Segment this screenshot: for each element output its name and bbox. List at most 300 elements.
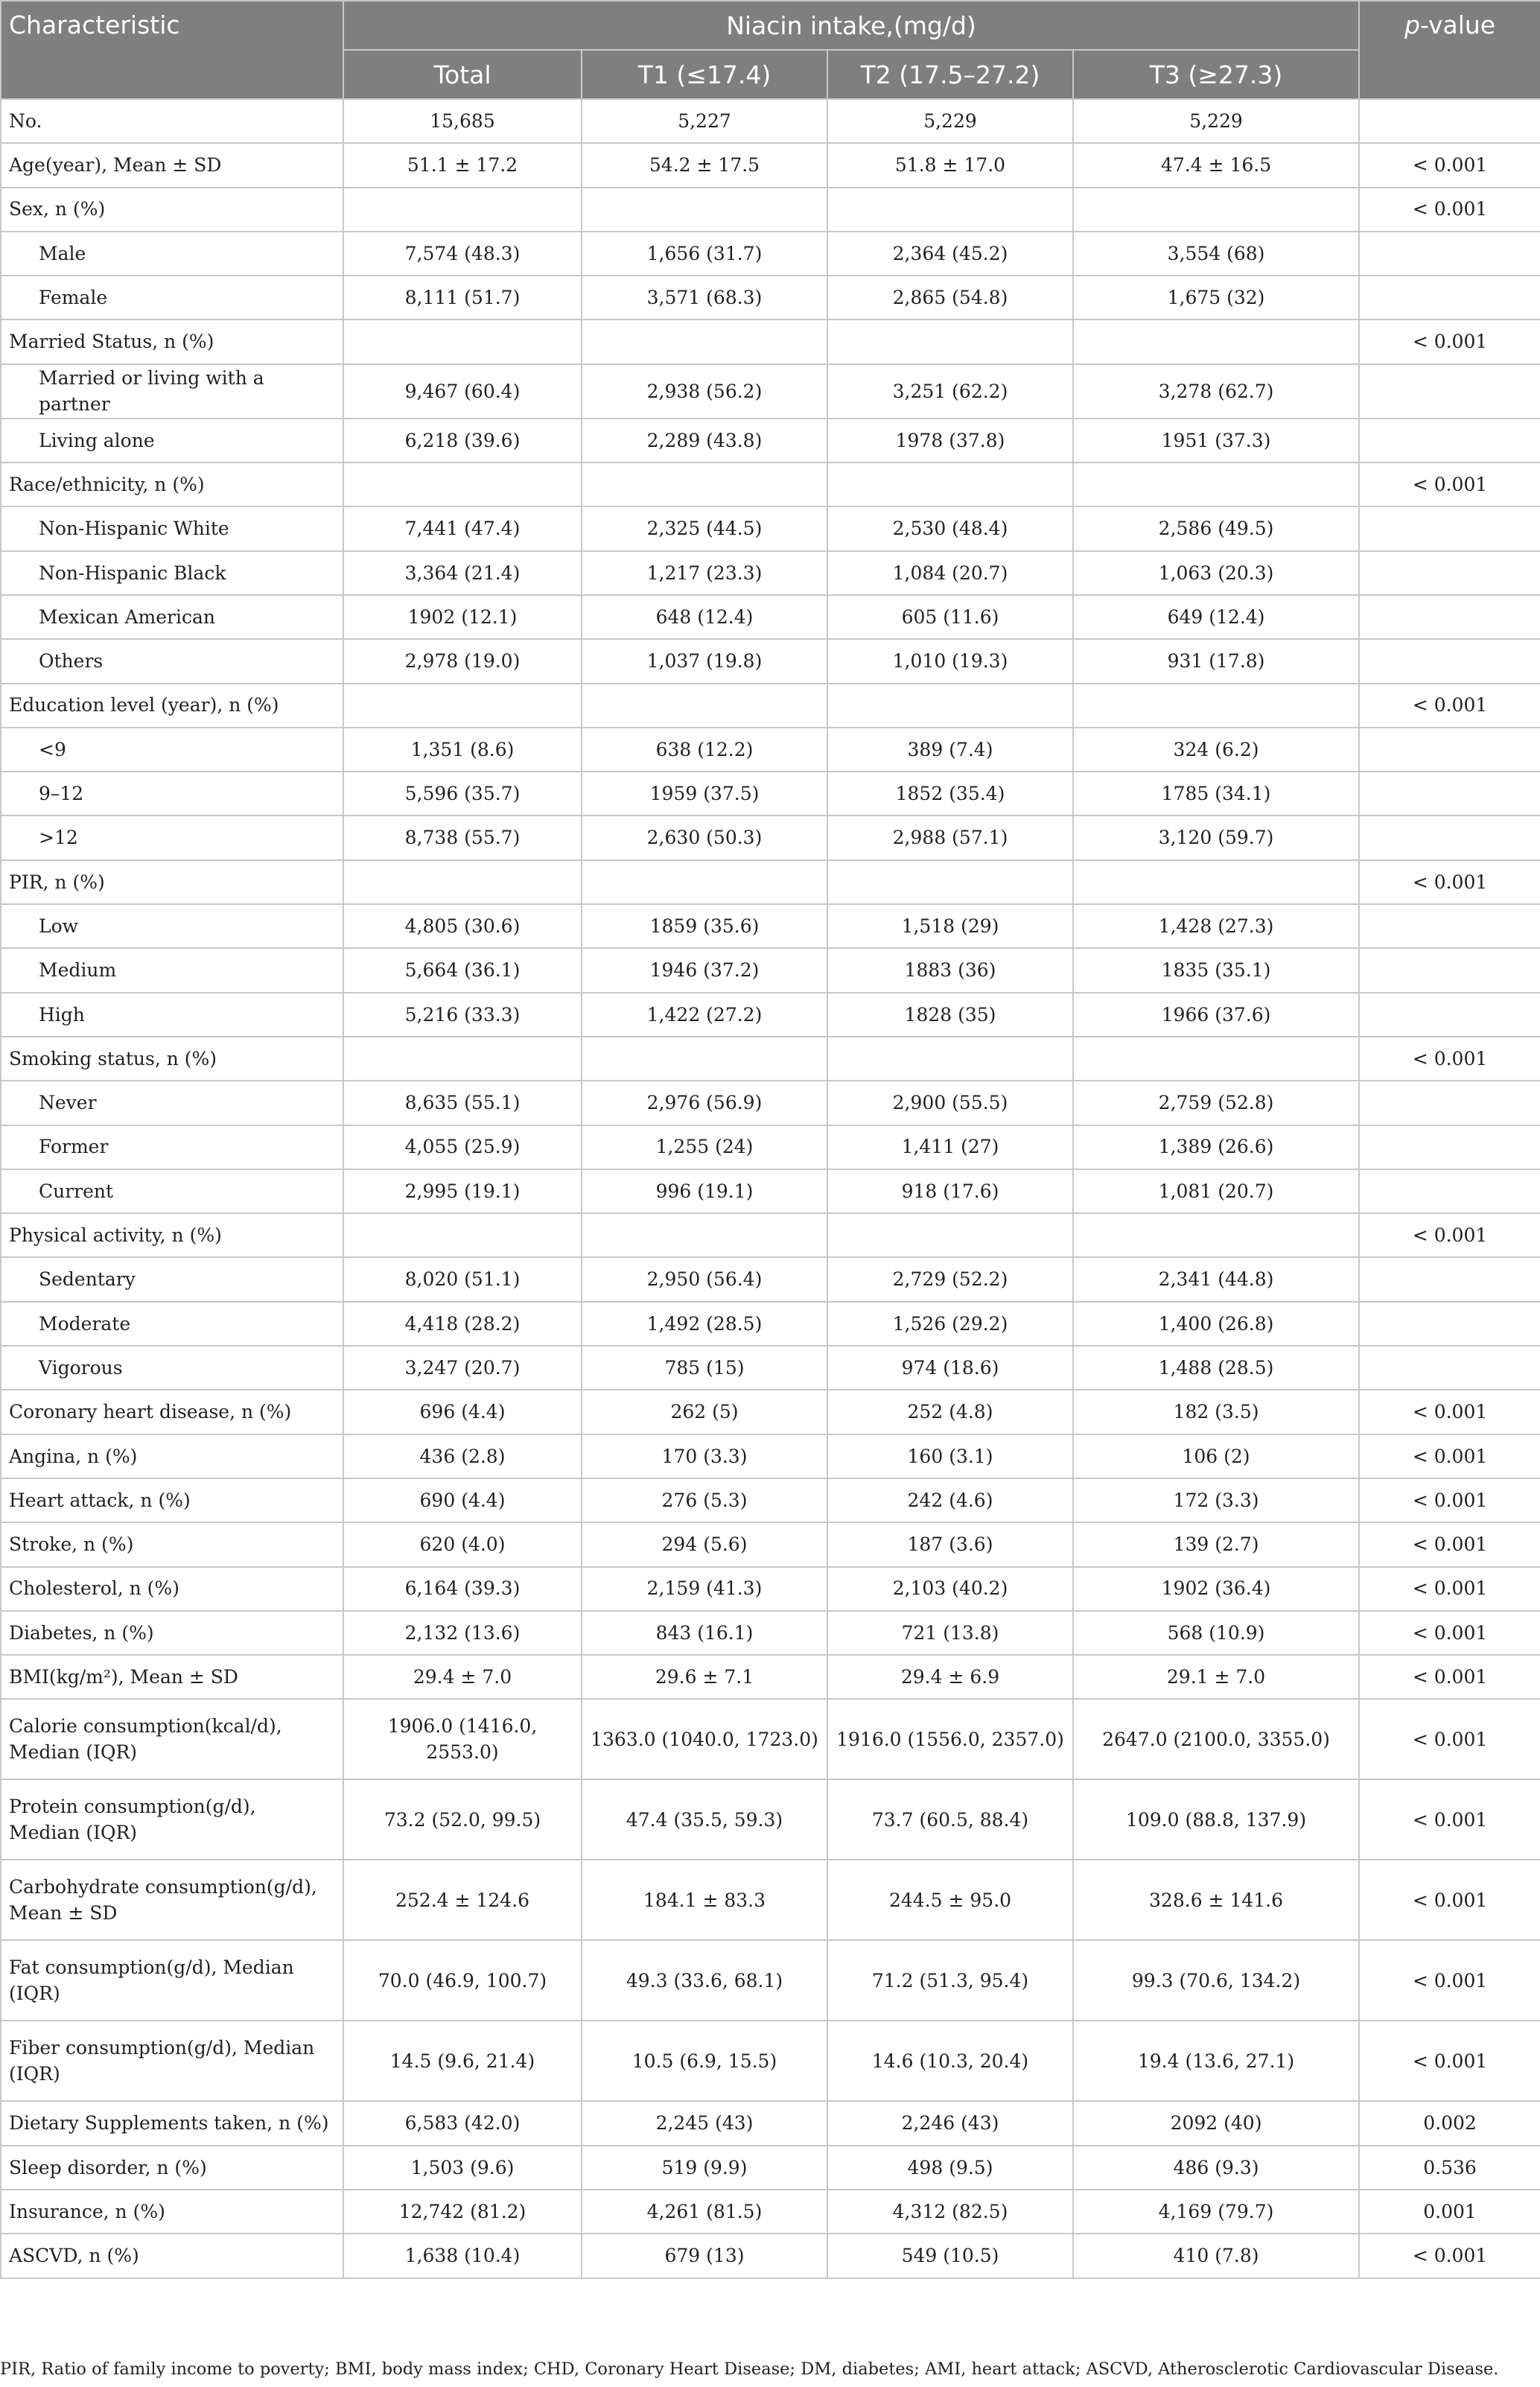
row-label: <9 <box>1 728 343 772</box>
cell-t3: 2,759 (52.8) <box>1073 1081 1359 1125</box>
cell-p-value <box>1359 364 1540 419</box>
cell-t1: 47.4 (35.5, 59.3) <box>582 1779 827 1860</box>
cell-total: 7,441 (47.4) <box>343 506 582 550</box>
header-t1: T1 (≤17.4) <box>582 50 827 99</box>
cell-t3: 568 (10.9) <box>1073 1611 1359 1655</box>
table-row <box>1 320 1540 363</box>
cell-t2: 1,084 (20.7) <box>827 551 1073 595</box>
cell-total: 2,132 (13.6) <box>343 1611 582 1655</box>
cell-total: 29.4 ± 7.0 <box>343 1655 582 1699</box>
cell-t1: 5,227 <box>582 99 827 143</box>
cell-t2: 1978 (37.8) <box>827 419 1073 463</box>
cell-t2: 160 (3.1) <box>827 1434 1073 1478</box>
table-row <box>1 1081 1540 1125</box>
cell-t3 <box>1073 1037 1359 1081</box>
cell-total: 5,664 (36.1) <box>343 948 582 992</box>
cell-t1: 10.5 (6.9, 15.5) <box>582 2021 827 2101</box>
cell-t1: 785 (15) <box>582 1346 827 1390</box>
cell-t3: 1,081 (20.7) <box>1073 1169 1359 1213</box>
cell-t3: 649 (12.4) <box>1073 595 1359 639</box>
row-label: PIR, n (%) <box>1 860 343 904</box>
cell-total <box>343 684 582 728</box>
cell-p-value <box>1359 595 1540 639</box>
cell-total <box>343 188 582 232</box>
cell-t1: 29.6 ± 7.1 <box>582 1655 827 1699</box>
cell-t2: 252 (4.8) <box>827 1390 1073 1434</box>
table-row <box>1 1125 1540 1169</box>
row-label: Education level (year), n (%) <box>1 684 343 728</box>
cell-t2: 71.2 (51.3, 95.4) <box>827 1940 1073 2021</box>
cell-total: 4,418 (28.2) <box>343 1302 582 1346</box>
row-label: Never <box>1 1081 343 1125</box>
table-row <box>1 1257 1540 1301</box>
table-row <box>1 1940 1540 2021</box>
cell-t3: 172 (3.3) <box>1073 1478 1359 1522</box>
cell-t1: 519 (9.9) <box>582 2146 827 2190</box>
cell-t2: 244.5 ± 95.0 <box>827 1860 1073 1940</box>
cell-p-value: < 0.001 <box>1359 2021 1540 2101</box>
cell-total: 1,503 (9.6) <box>343 2146 582 2190</box>
cell-p-value <box>1359 993 1540 1037</box>
cell-t3: 2,341 (44.8) <box>1073 1257 1359 1301</box>
cell-t1: 1,255 (24) <box>582 1125 827 1169</box>
cell-t3 <box>1073 320 1359 363</box>
table-footnote: PIR, Ratio of family income to poverty; BMI, body mass index; CHD, Coronary Heart Disease; DM, diabetes; AMI, heart attack; ASCVD, Atherosclerotic Cardiovascular Disease. <box>0 2359 1499 2379</box>
cell-t2 <box>827 684 1073 728</box>
cell-p-value: < 0.001 <box>1359 320 1540 363</box>
cell-t2: 1883 (36) <box>827 948 1073 992</box>
cell-total: 8,020 (51.1) <box>343 1257 582 1301</box>
cell-t1: 843 (16.1) <box>582 1611 827 1655</box>
cell-p-value <box>1359 816 1540 859</box>
cell-total: 1,638 (10.4) <box>343 2234 582 2278</box>
header-t2: T2 (17.5–27.2) <box>827 50 1073 99</box>
table-row <box>1 143 1540 187</box>
cell-t1: 1946 (37.2) <box>582 948 827 992</box>
table-row <box>1 1478 1540 1522</box>
row-label: Sleep disorder, n (%) <box>1 2146 343 2190</box>
cell-t2: 14.6 (10.3, 20.4) <box>827 2021 1073 2101</box>
cell-p-value <box>1359 1125 1540 1169</box>
cell-p-value: 0.536 <box>1359 2146 1540 2190</box>
table-row <box>1 860 1540 904</box>
cell-p-value <box>1359 506 1540 550</box>
cell-t1: 3,571 (68.3) <box>582 276 827 320</box>
cell-t1 <box>582 463 827 506</box>
cell-total <box>343 1213 582 1257</box>
row-label: Medium <box>1 948 343 992</box>
cell-p-value: < 0.001 <box>1359 1390 1540 1434</box>
row-label: Diabetes, n (%) <box>1 1611 343 1655</box>
cell-t3: 1785 (34.1) <box>1073 772 1359 816</box>
row-label: >12 <box>1 816 343 859</box>
cell-t1: 1959 (37.5) <box>582 772 827 816</box>
cell-t3: 328.6 ± 141.6 <box>1073 1860 1359 1940</box>
row-label: Current <box>1 1169 343 1213</box>
cell-t2: 1828 (35) <box>827 993 1073 1037</box>
row-label: Age(year), Mean ± SD <box>1 143 343 187</box>
cell-total: 252.4 ± 124.6 <box>343 1860 582 1940</box>
cell-t1: 996 (19.1) <box>582 1169 827 1213</box>
table-row <box>1 1390 1540 1434</box>
cell-t1: 184.1 ± 83.3 <box>582 1860 827 1940</box>
cell-p-value: < 0.001 <box>1359 1213 1540 1257</box>
cell-p-value: < 0.001 <box>1359 143 1540 187</box>
cell-t1: 1859 (35.6) <box>582 904 827 948</box>
cell-t1: 2,950 (56.4) <box>582 1257 827 1301</box>
cell-t1: 54.2 ± 17.5 <box>582 143 827 187</box>
cell-t1: 648 (12.4) <box>582 595 827 639</box>
cell-t3: 3,554 (68) <box>1073 232 1359 276</box>
table-row <box>1 1860 1540 1940</box>
cell-total: 2,978 (19.0) <box>343 639 582 683</box>
cell-t2 <box>827 1037 1073 1081</box>
cell-t3: 139 (2.7) <box>1073 1522 1359 1566</box>
cell-p-value: < 0.001 <box>1359 1037 1540 1081</box>
cell-t2: 51.8 ± 17.0 <box>827 143 1073 187</box>
row-label: Mexican American <box>1 595 343 639</box>
table-row <box>1 1302 1540 1346</box>
cell-total <box>343 860 582 904</box>
cell-t3: 1,675 (32) <box>1073 276 1359 320</box>
table-row <box>1 99 1540 143</box>
table-row <box>1 2101 1540 2145</box>
cell-total: 436 (2.8) <box>343 1434 582 1478</box>
cell-t3: 19.4 (13.6, 27.1) <box>1073 2021 1359 2101</box>
row-label: Insurance, n (%) <box>1 2190 343 2234</box>
cell-t1: 4,261 (81.5) <box>582 2190 827 2234</box>
cell-t3: 2647.0 (2100.0, 3355.0) <box>1073 1699 1359 1779</box>
cell-p-value: < 0.001 <box>1359 1699 1540 1779</box>
row-label: Others <box>1 639 343 683</box>
cell-t1: 2,289 (43.8) <box>582 419 827 463</box>
cell-t1 <box>582 860 827 904</box>
cell-total: 6,218 (39.6) <box>343 419 582 463</box>
table-row <box>1 1346 1540 1390</box>
cell-t1: 2,159 (41.3) <box>582 1567 827 1611</box>
table-row <box>1 1699 1540 1779</box>
table-row <box>1 463 1540 506</box>
cell-t2: 1916.0 (1556.0, 2357.0) <box>827 1699 1073 1779</box>
cell-total: 2,995 (19.1) <box>343 1169 582 1213</box>
table-row <box>1 904 1540 948</box>
cell-t3: 182 (3.5) <box>1073 1390 1359 1434</box>
cell-p-value: < 0.001 <box>1359 1655 1540 1699</box>
header-p-italic: p <box>1404 10 1420 39</box>
cell-t2: 1,518 (29) <box>827 904 1073 948</box>
row-label: Cholesterol, n (%) <box>1 1567 343 1611</box>
row-label: Sedentary <box>1 1257 343 1301</box>
cell-total: 7,574 (48.3) <box>343 232 582 276</box>
row-label: Calorie consumption(kcal/d), Median (IQR) <box>1 1699 343 1779</box>
table-row <box>1 506 1540 550</box>
cell-t3 <box>1073 188 1359 232</box>
cell-p-value <box>1359 1302 1540 1346</box>
row-label: High <box>1 993 343 1037</box>
table-header <box>1 1 1540 99</box>
cell-total: 12,742 (81.2) <box>343 2190 582 2234</box>
cell-total: 3,247 (20.7) <box>343 1346 582 1390</box>
cell-t3: 4,169 (79.7) <box>1073 2190 1359 2234</box>
row-label: 9–12 <box>1 772 343 816</box>
cell-total: 696 (4.4) <box>343 1390 582 1434</box>
row-label: Male <box>1 232 343 276</box>
table-row <box>1 2190 1540 2234</box>
row-label: Carbohydrate consumption(g/d), Mean ± SD <box>1 1860 343 1940</box>
table-row <box>1 595 1540 639</box>
table-row <box>1 1522 1540 1566</box>
cell-t3: 1,488 (28.5) <box>1073 1346 1359 1390</box>
row-label: ASCVD, n (%) <box>1 2234 343 2278</box>
cell-total: 6,583 (42.0) <box>343 2101 582 2145</box>
header-row-1 <box>1 1 1540 50</box>
cell-p-value <box>1359 948 1540 992</box>
cell-t1: 170 (3.3) <box>582 1434 827 1478</box>
cell-p-value <box>1359 1257 1540 1301</box>
row-label: No. <box>1 99 343 143</box>
cell-t2: 242 (4.6) <box>827 1478 1073 1522</box>
cell-t1 <box>582 320 827 363</box>
cell-t2: 3,251 (62.2) <box>827 364 1073 419</box>
cell-t2: 2,900 (55.5) <box>827 1081 1073 1125</box>
row-label: Stroke, n (%) <box>1 1522 343 1566</box>
row-label: Married Status, n (%) <box>1 320 343 363</box>
cell-t3: 109.0 (88.8, 137.9) <box>1073 1779 1359 1860</box>
table-row <box>1 2021 1540 2101</box>
cell-t1: 1,656 (31.7) <box>582 232 827 276</box>
cell-t2 <box>827 463 1073 506</box>
row-label: Protein consumption(g/d), Median (IQR) <box>1 1779 343 1860</box>
cell-t1 <box>582 188 827 232</box>
table-row <box>1 1655 1540 1699</box>
cell-t3: 47.4 ± 16.5 <box>1073 143 1359 187</box>
cell-p-value <box>1359 1081 1540 1125</box>
table-row <box>1 551 1540 595</box>
cell-t3: 2,586 (49.5) <box>1073 506 1359 550</box>
cell-p-value: < 0.001 <box>1359 1611 1540 1655</box>
cell-t2: 29.4 ± 6.9 <box>827 1655 1073 1699</box>
cell-t3 <box>1073 463 1359 506</box>
header-p-value <box>1359 1 1540 99</box>
cell-t3: 2092 (40) <box>1073 2101 1359 2145</box>
cell-t2: 918 (17.6) <box>827 1169 1073 1213</box>
table-row <box>1 1169 1540 1213</box>
table-row <box>1 276 1540 320</box>
table-row <box>1 1611 1540 1655</box>
cell-t2 <box>827 1213 1073 1257</box>
cell-t2: 974 (18.6) <box>827 1346 1073 1390</box>
cell-total: 70.0 (46.9, 100.7) <box>343 1940 582 2021</box>
cell-total: 15,685 <box>343 99 582 143</box>
row-label: Coronary heart disease, n (%) <box>1 1390 343 1434</box>
cell-total <box>343 320 582 363</box>
table-row <box>1 1434 1540 1478</box>
cell-p-value: < 0.001 <box>1359 684 1540 728</box>
cell-t2: 2,988 (57.1) <box>827 816 1073 859</box>
cell-p-value <box>1359 99 1540 143</box>
table-row <box>1 188 1540 232</box>
table-row <box>1 1567 1540 1611</box>
row-label: Moderate <box>1 1302 343 1346</box>
cell-p-value <box>1359 904 1540 948</box>
row-label: Female <box>1 276 343 320</box>
cell-t2: 498 (9.5) <box>827 2146 1073 2190</box>
cell-t3: 410 (7.8) <box>1073 2234 1359 2278</box>
row-label: Fiber consumption(g/d), Median (IQR) <box>1 2021 343 2101</box>
cell-p-value: < 0.001 <box>1359 2234 1540 2278</box>
row-label: Race/ethnicity, n (%) <box>1 463 343 506</box>
cell-t1: 1,422 (27.2) <box>582 993 827 1037</box>
cell-t3: 1951 (37.3) <box>1073 419 1359 463</box>
cell-t3: 1966 (37.6) <box>1073 993 1359 1037</box>
cell-p-value: 0.002 <box>1359 2101 1540 2145</box>
cell-total: 1,351 (8.6) <box>343 728 582 772</box>
cell-p-value: < 0.001 <box>1359 1567 1540 1611</box>
row-label: Low <box>1 904 343 948</box>
row-label: Non-Hispanic Black <box>1 551 343 595</box>
cell-p-value: < 0.001 <box>1359 463 1540 506</box>
row-label: Married or living with a partner <box>1 364 343 419</box>
cell-total: 3,364 (21.4) <box>343 551 582 595</box>
row-label: Fat consumption(g/d), Median (IQR) <box>1 1940 343 2021</box>
table-row <box>1 639 1540 683</box>
cell-t2 <box>827 188 1073 232</box>
row-label: Sex, n (%) <box>1 188 343 232</box>
cell-p-value <box>1359 419 1540 463</box>
cell-p-value: < 0.001 <box>1359 860 1540 904</box>
cell-p-value <box>1359 1169 1540 1213</box>
cell-p-value <box>1359 639 1540 683</box>
cell-total <box>343 1037 582 1081</box>
cell-total: 8,111 (51.7) <box>343 276 582 320</box>
header-niacin-intake: Niacin intake,(mg/d) <box>343 1 1359 50</box>
row-label: Heart attack, n (%) <box>1 1478 343 1522</box>
cell-t1: 2,630 (50.3) <box>582 816 827 859</box>
cell-t3: 931 (17.8) <box>1073 639 1359 683</box>
cell-t1: 294 (5.6) <box>582 1522 827 1566</box>
cell-t2: 73.7 (60.5, 88.4) <box>827 1779 1073 1860</box>
cell-total: 73.2 (52.0, 99.5) <box>343 1779 582 1860</box>
cell-t2: 2,246 (43) <box>827 2101 1073 2145</box>
cell-p-value <box>1359 232 1540 276</box>
table-row <box>1 2234 1540 2278</box>
cell-t2: 1,526 (29.2) <box>827 1302 1073 1346</box>
cell-t1: 2,938 (56.2) <box>582 364 827 419</box>
cell-t3: 486 (9.3) <box>1073 2146 1359 2190</box>
header-total: Total <box>343 50 582 99</box>
cell-t1: 1,492 (28.5) <box>582 1302 827 1346</box>
cell-t3 <box>1073 860 1359 904</box>
row-label: Smoking status, n (%) <box>1 1037 343 1081</box>
cell-t2: 2,530 (48.4) <box>827 506 1073 550</box>
table-row <box>1 948 1540 992</box>
row-label: BMI(kg/m²), Mean ± SD <box>1 1655 343 1699</box>
cell-t3: 1,063 (20.3) <box>1073 551 1359 595</box>
cell-t2: 2,364 (45.2) <box>827 232 1073 276</box>
cell-t1: 638 (12.2) <box>582 728 827 772</box>
cell-t2: 1,010 (19.3) <box>827 639 1073 683</box>
table-row <box>1 2146 1540 2190</box>
cell-t2: 605 (11.6) <box>827 595 1073 639</box>
table-row <box>1 993 1540 1037</box>
cell-total: 6,164 (39.3) <box>343 1567 582 1611</box>
cell-t2: 2,103 (40.2) <box>827 1567 1073 1611</box>
cell-p-value: 0.001 <box>1359 2190 1540 2234</box>
cell-total: 690 (4.4) <box>343 1478 582 1522</box>
cell-total: 51.1 ± 17.2 <box>343 143 582 187</box>
row-label: Living alone <box>1 419 343 463</box>
cell-t2 <box>827 320 1073 363</box>
cell-p-value <box>1359 772 1540 816</box>
cell-p-value: < 0.001 <box>1359 1478 1540 1522</box>
cell-t3: 1,400 (26.8) <box>1073 1302 1359 1346</box>
cell-t3 <box>1073 684 1359 728</box>
cell-t2: 4,312 (82.5) <box>827 2190 1073 2234</box>
cell-total: 8,635 (55.1) <box>343 1081 582 1125</box>
cell-t2 <box>827 860 1073 904</box>
table-row <box>1 728 1540 772</box>
cell-t3: 1,428 (27.3) <box>1073 904 1359 948</box>
cell-t2: 5,229 <box>827 99 1073 143</box>
cell-total: 5,216 (33.3) <box>343 993 582 1037</box>
table-row <box>1 364 1540 419</box>
cell-t3: 3,278 (62.7) <box>1073 364 1359 419</box>
table-row <box>1 772 1540 816</box>
cell-t1 <box>582 1037 827 1081</box>
cell-t2: 389 (7.4) <box>827 728 1073 772</box>
cell-t1: 2,325 (44.5) <box>582 506 827 550</box>
cell-total: 5,596 (35.7) <box>343 772 582 816</box>
cell-t1: 679 (13) <box>582 2234 827 2278</box>
cell-t3 <box>1073 1213 1359 1257</box>
row-label: Dietary Supplements taken, n (%) <box>1 2101 343 2145</box>
cell-p-value: < 0.001 <box>1359 1434 1540 1478</box>
cell-t3: 5,229 <box>1073 99 1359 143</box>
cell-t3: 324 (6.2) <box>1073 728 1359 772</box>
cell-t3: 106 (2) <box>1073 1434 1359 1478</box>
cell-t3: 1835 (35.1) <box>1073 948 1359 992</box>
cell-t2: 721 (13.8) <box>827 1611 1073 1655</box>
cell-t1: 2,245 (43) <box>582 2101 827 2145</box>
cell-t1: 262 (5) <box>582 1390 827 1434</box>
header-t3: T3 (≥27.3) <box>1073 50 1359 99</box>
cell-t1: 2,976 (56.9) <box>582 1081 827 1125</box>
cell-total: 9,467 (60.4) <box>343 364 582 419</box>
cell-t2: 2,865 (54.8) <box>827 276 1073 320</box>
cell-t3: 1902 (36.4) <box>1073 1567 1359 1611</box>
cell-t3: 3,120 (59.7) <box>1073 816 1359 859</box>
cell-t3: 29.1 ± 7.0 <box>1073 1655 1359 1699</box>
cell-t1: 49.3 (33.6, 68.1) <box>582 1940 827 2021</box>
cell-total: 1906.0 (1416.0, 2553.0) <box>343 1699 582 1779</box>
cell-p-value: < 0.001 <box>1359 188 1540 232</box>
table-row <box>1 1037 1540 1081</box>
row-label: Vigorous <box>1 1346 343 1390</box>
cell-p-value: < 0.001 <box>1359 1940 1540 2021</box>
cell-p-value <box>1359 551 1540 595</box>
table-row <box>1 684 1540 728</box>
cell-total: 620 (4.0) <box>343 1522 582 1566</box>
cell-t1 <box>582 684 827 728</box>
cell-total: 4,055 (25.9) <box>343 1125 582 1169</box>
cell-p-value: < 0.001 <box>1359 1779 1540 1860</box>
header-p-rest: -value <box>1419 10 1496 39</box>
cell-p-value: < 0.001 <box>1359 1522 1540 1566</box>
cell-total: 8,738 (55.7) <box>343 816 582 859</box>
header-characteristic: Characteristic <box>1 1 343 99</box>
table-body <box>1 99 1540 2278</box>
row-label: Angina, n (%) <box>1 1434 343 1478</box>
